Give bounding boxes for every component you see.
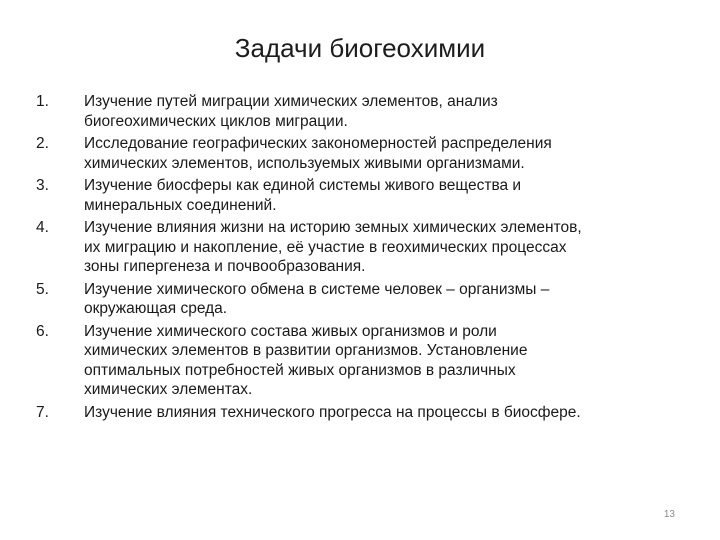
task-item [36, 218, 696, 277]
task-text [84, 176, 696, 215]
task-item [36, 403, 696, 423]
task-line: химических элементов в развитии организмов. Установление [84, 342, 528, 359]
task-item [36, 92, 696, 131]
task-line: химических элементах. [84, 381, 253, 398]
task-line: химических элементов, используемых живыми организмами. [84, 154, 525, 172]
task-number: 2. [36, 135, 49, 152]
task-item [36, 280, 696, 319]
task-text [84, 322, 696, 400]
task-line: биогеохимических циклов миграции. [84, 112, 348, 130]
task-line: оптимальных потребностей живых организмов в различных [84, 361, 516, 379]
task-text [84, 134, 696, 173]
task-number: 5. [36, 280, 49, 298]
task-item [36, 322, 696, 400]
task-line: Изучение химического обмена в системе человек – организмы – [84, 280, 550, 298]
slide-title: Задачи биогеохимии [234, 33, 486, 63]
task-number: 6. [36, 322, 49, 340]
task-text [84, 92, 696, 131]
task-number: 4. [36, 219, 49, 236]
task-line: Исследование географических закономерностей распределения [84, 135, 552, 152]
task-number: 7. [36, 403, 49, 421]
task-text [84, 403, 696, 423]
task-line: Изучение химического состава живых организмов и роли [84, 322, 497, 340]
task-text [84, 280, 696, 319]
task-text [84, 218, 696, 277]
task-item [36, 134, 696, 173]
task-item [36, 176, 696, 215]
task-line: окружающая среда. [84, 300, 228, 317]
task-number: 1. [36, 93, 49, 110]
task-line: Изучение путей миграции химических элементов, анализ [84, 93, 498, 110]
page-number: 13 [663, 509, 675, 520]
task-line: Изучение биосферы как единой системы живого вещества и [84, 177, 522, 194]
task-list [36, 92, 696, 425]
task-line: Изучение влияния технического прогресса на процессы в биосфере. [84, 403, 581, 421]
task-line: минеральных соединений. [84, 196, 277, 214]
task-line: их миграцию и накопление, её участие в геохимических процессах [84, 238, 567, 256]
task-line: Изучение влияния жизни на историю земных химических элементов, [84, 219, 582, 236]
task-line: зоны гипергенеза и почвообразования. [84, 258, 366, 275]
task-number: 3. [36, 177, 49, 194]
